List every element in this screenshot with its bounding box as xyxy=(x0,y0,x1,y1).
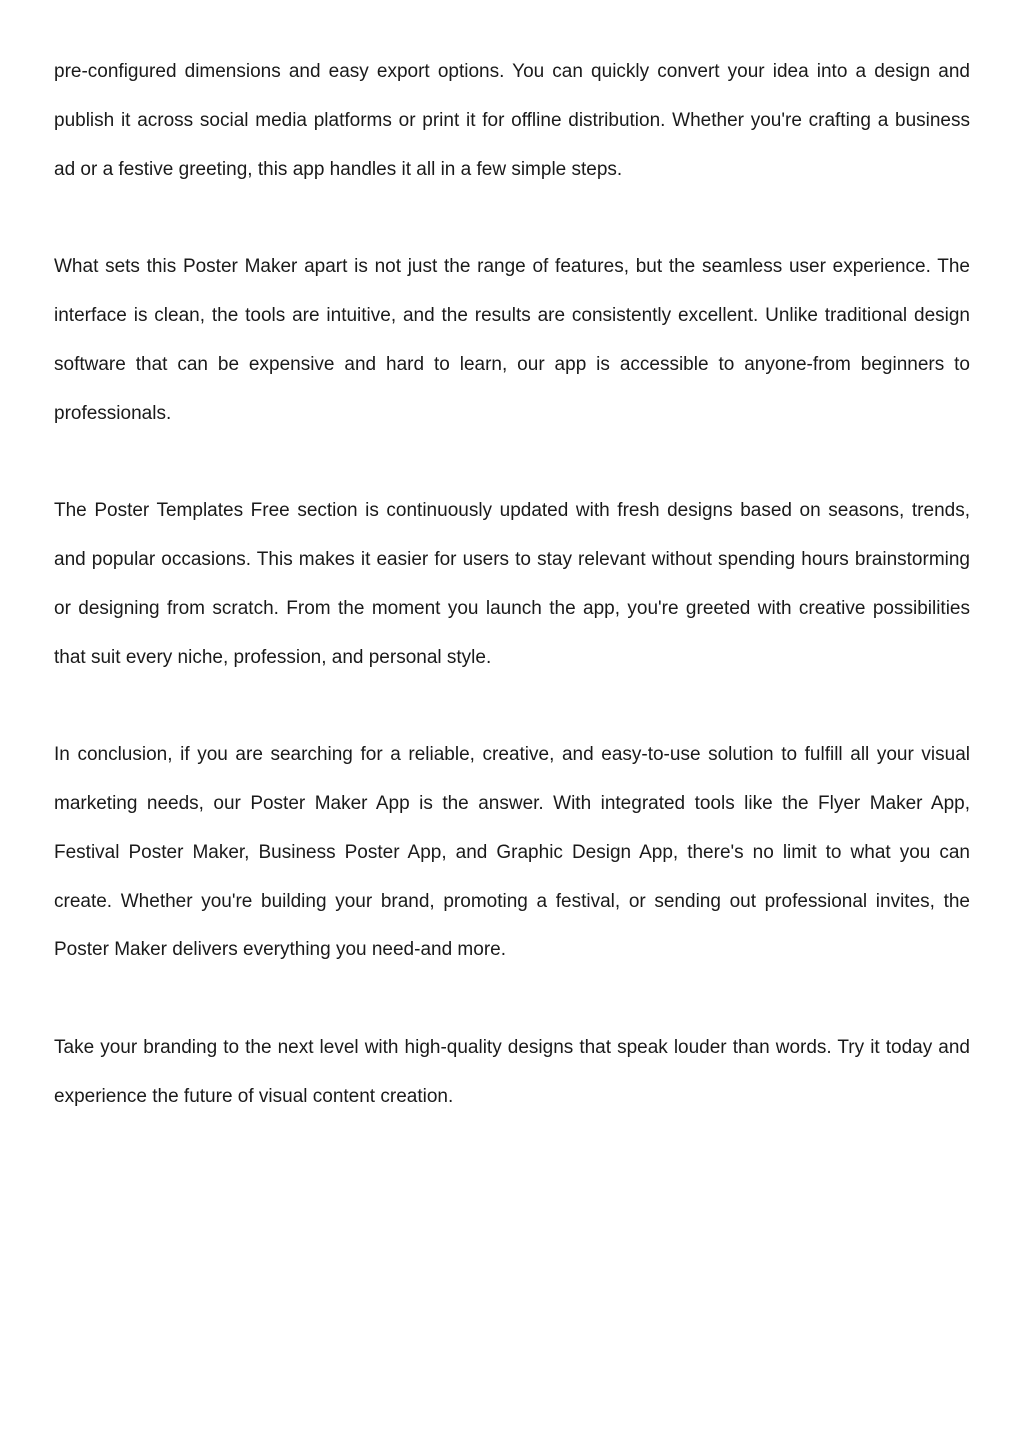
document-page xyxy=(54,48,970,1170)
paragraph-export-options: pre-configured dimensions and easy export options. You can quickly convert your idea into a design and publish it across social media platforms or print it for offline distribution. Whether you're crafting a business ad or a festive greeting, this app handles it all in a few simple steps. xyxy=(54,61,970,180)
paragraph-conclusion: In conclusion, if you are searching for a reliable, creative, and easy-to-use solution to fulfill all your visual marketing needs, our Poster Maker App is the answer. With integrated tools like the Flyer Maker App, Festival Poster Maker, Business Poster App, and Graphic Design App, there's no limit to what you can create. Whether you're building your brand, promoting a festival, or sending out professional invites, the Poster Maker delivers everything you need-and more. xyxy=(54,744,970,961)
paragraph-call-to-action: Take your branding to the next level with high-quality designs that speak louder than words. Try it today and experience the future of visual content creation. xyxy=(54,1036,970,1107)
paragraph-user-experience: What sets this Poster Maker apart is not just the range of features, but the seamless user experience. The interface is clean, the tools are intuitive, and the results are consistently excellent. Unlike traditional design software that can be expensive and hard to learn, our app is accessible to anyone-from beginners to professionals. xyxy=(54,256,970,424)
paragraph-templates-free: The Poster Templates Free section is continuously updated with fresh designs based on seasons, trends, and popular occasions. This makes it easier for users to stay relevant without spending hours brainstorming or designing from scratch. From the moment you launch the app, you're greeted with creative possibilities that suit every niche, profession, and personal style. xyxy=(54,500,970,668)
